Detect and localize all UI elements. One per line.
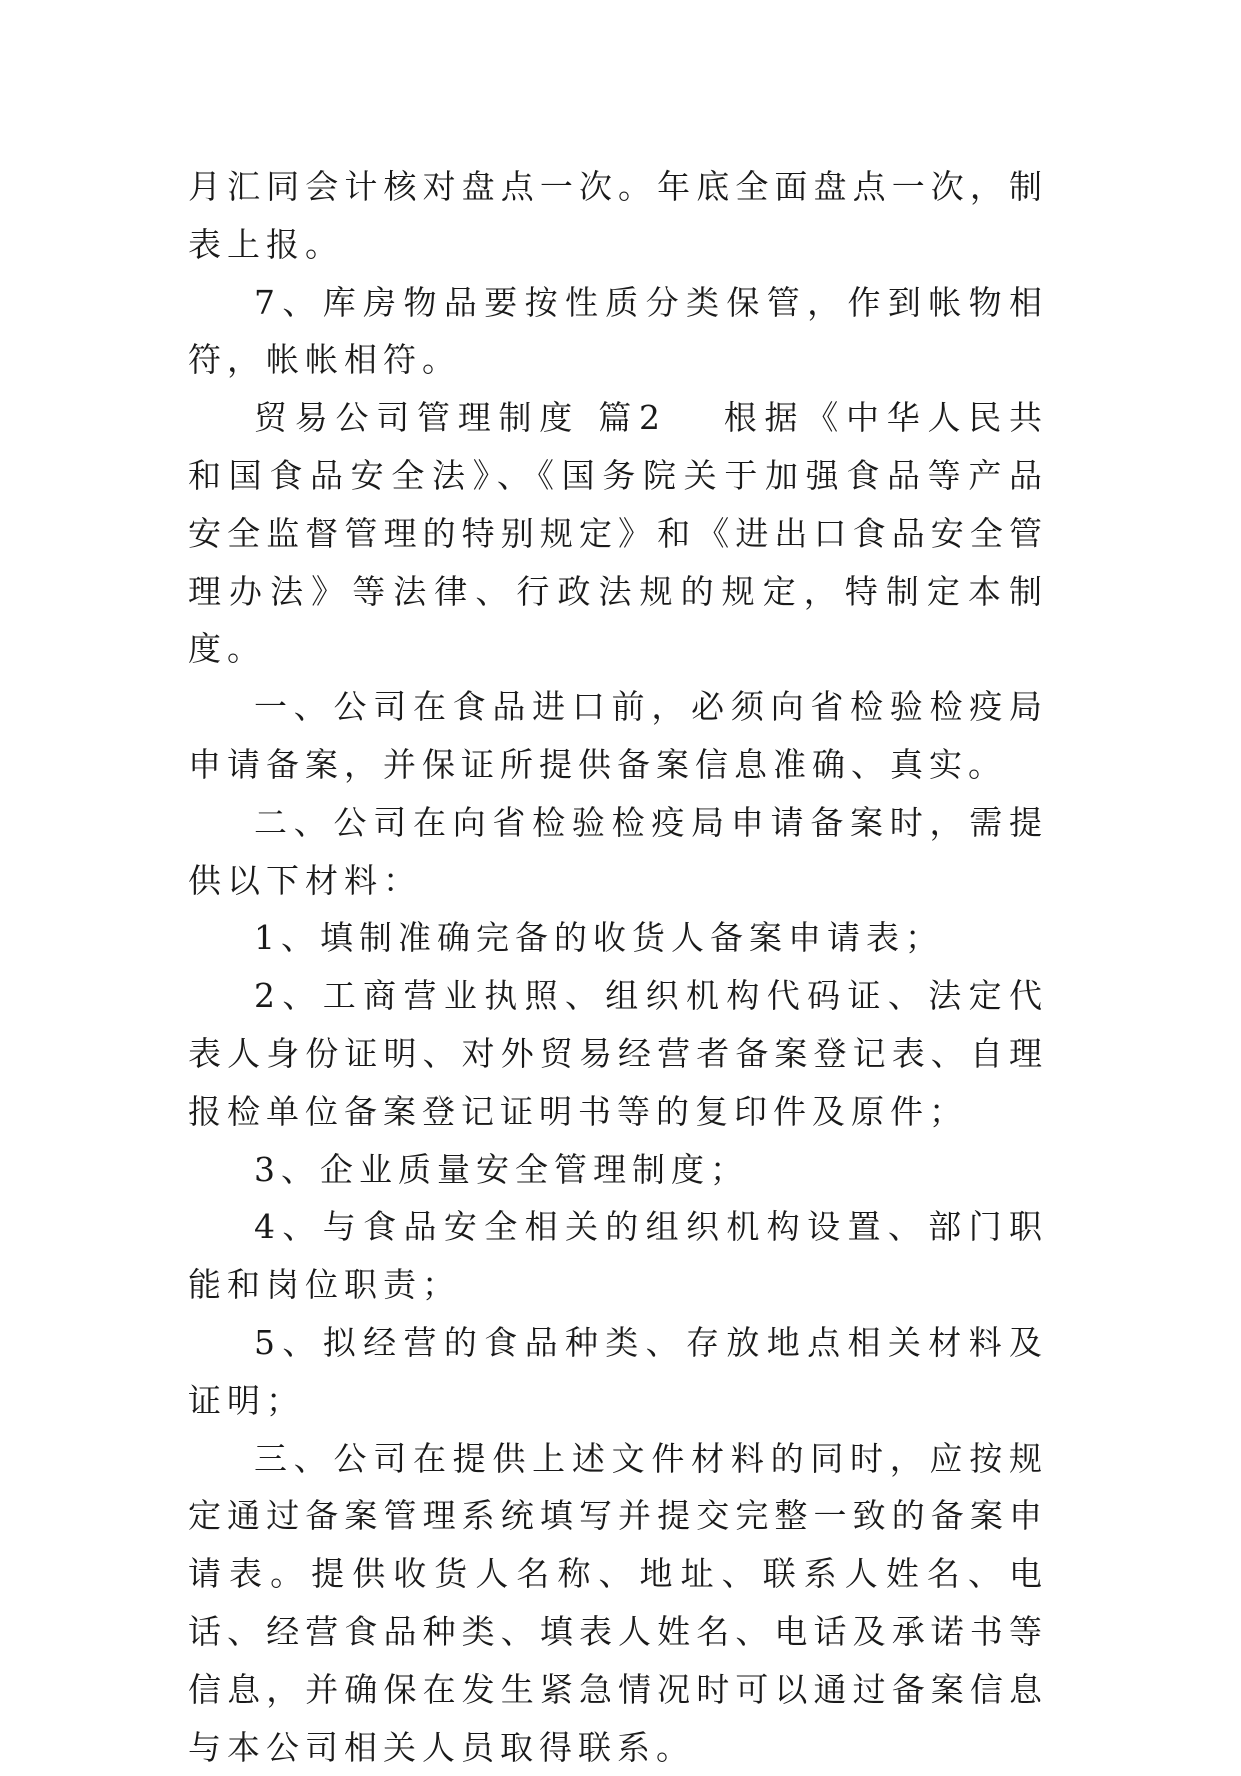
document-body <box>188 158 1048 1776</box>
section-heading: 贸易公司管理制度 篇2 <box>254 398 666 438</box>
section-intro-text: 根据《中华人民共和国食品安全法》、《国务院关于加强食品等产品安全监督管理的特别规定》和《进出口食品安全管理办法》等法律、行政法规的规定，特制定本制度。 <box>188 398 1048 669</box>
paragraph-clause-1: 一、公司在食品进口前，必须向省检验检疫局申请备案，并保证所提供备案信息准确、真实。 <box>188 687 1048 784</box>
paragraph-clause-2: 二、公司在向省检验检疫局申请备案时，需提供以下材料： <box>188 802 1048 900</box>
paragraph-inventory-check: 月汇同会计核对盘点一次。年底全面盘点一次，制表上报。 <box>188 167 1048 264</box>
paragraph-clause-3: 三、公司在提供上述文件材料的同时，应按规定通过备案管理系统填写并提交完整一致的备案申请表。提供收货人名称、地址、联系人姓名、电话、经营食品种类、填表人姓名、电话及承诺书等信息，并确保在发生紧急情况时可以通过备案信息与本公司相关人员取得联系。 <box>188 1438 1048 1767</box>
paragraph-material-5: 5、拟经营的食品种类、存放地点相关材料及证明； <box>188 1322 1048 1420</box>
paragraph-material-1: 1、填制准确完备的收货人备案申请表； <box>254 918 944 958</box>
paragraph-material-3: 3、企业质量安全管理制度； <box>254 1149 749 1189</box>
paragraph-item-7: 7、库房物品要按性质分类保管，作到帐物相符，帐帐相符。 <box>188 282 1048 380</box>
paragraph-material-2: 2、工商营业执照、组织机构代码证、法定代表人身份证明、对外贸易经营者备案登记表、自理报检单位备案登记证明书等的复印件及原件； <box>188 976 1048 1131</box>
paragraph-material-4: 4、与食品安全相关的组织机构设置、部门职能和岗位职责； <box>188 1207 1048 1305</box>
paragraph-section-2 <box>188 389 1048 678</box>
